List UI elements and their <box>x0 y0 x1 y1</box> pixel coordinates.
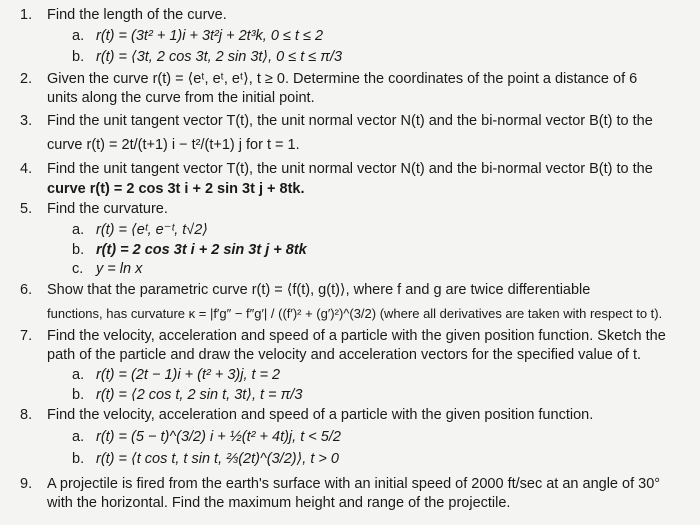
subpart-label: a. <box>72 429 85 445</box>
subpart-text: r(t) = ⟨2 cos t, 2 sin t, 3t⟩, t = π/3 <box>96 387 303 403</box>
subpart-label: b. <box>72 451 85 467</box>
subpart-label: a. <box>72 222 85 238</box>
subpart-label: b. <box>72 387 85 403</box>
problem-text: Find the velocity, acceleration and speed of a particle with the given position function. <box>47 407 594 423</box>
subpart-text: r(t) = ⟨t cos t, t sin t, ⅔(2t)^(3/2)⟩, t > 0 <box>96 451 339 467</box>
subpart-label: b. <box>72 242 85 258</box>
problem-text: Find the unit tangent vector T(t), the unit normal vector N(t) and the bi-normal vector B(t) to the <box>47 113 653 129</box>
subpart-text: r(t) = ⟨3t, 2 cos 3t, 2 sin 3t⟩, 0 ≤ t ≤ π/3 <box>96 49 343 65</box>
problem-text: curve r(t) = 2 cos 3t i + 2 sin 3t j + 8tk. <box>47 181 305 197</box>
subpart-label: a. <box>72 367 85 383</box>
subpart-text: r(t) = 2 cos 3t i + 2 sin 3t j + 8tk <box>96 242 307 258</box>
subpart-label: c. <box>72 261 84 277</box>
problem-text: A projectile is fired from the earth's surface with an initial speed of 2000 ft/sec at an angle of 30° <box>47 476 661 492</box>
problem-text: Find the length of the curve. <box>47 7 227 23</box>
subpart-text: r(t) = (3t² + 1)i + 3t²j + 2t³k, 0 ≤ t ≤ 2 <box>96 28 324 44</box>
problem-number: 1. <box>20 7 33 23</box>
problem-number: 2. <box>20 71 33 87</box>
subpart-text: r(t) = ⟨eᵗ, e⁻ᵗ, t√2⟩ <box>96 222 208 238</box>
problem-text: Find the curvature. <box>47 201 168 217</box>
problem-text: Find the velocity, acceleration and speed of a particle with the given position function. Sketch the <box>47 328 666 344</box>
subpart-label: a. <box>72 28 85 44</box>
problem-text: with the horizontal. Find the maximum height and range of the projectile. <box>47 495 511 511</box>
problem-text: Find the unit tangent vector T(t), the unit normal vector N(t) and the bi-normal vector B(t) to the <box>47 161 653 177</box>
subpart-text: r(t) = (5 − t)^(3/2) i + ½(t² + 4t)j, t < 5/2 <box>96 429 341 445</box>
subpart-label: b. <box>72 49 85 65</box>
problem-number: 9. <box>20 476 33 492</box>
problem-text: units along the curve from the initial point. <box>47 90 315 106</box>
problem-number: 6. <box>20 282 33 298</box>
problem-text: functions, has curvature κ = |f′g″ − f″g′| / ((f′)² + (g′)²)^(3/2) (where all derivatives are taken with respect to t). <box>47 306 663 321</box>
problem-number: 5. <box>20 201 33 217</box>
subpart-text: r(t) = (2t − 1)i + (t² + 3)j, t = 2 <box>96 367 281 383</box>
problem-number: 3. <box>20 113 33 129</box>
problem-text: path of the particle and draw the velocity and acceleration vectors for the specified value of t. <box>47 347 642 363</box>
problem-text: Given the curve r(t) = ⟨eᵗ, eᵗ, eᵗ⟩, t ≥ 0. Determine the coordinates of the point a distance of 6 <box>47 71 638 87</box>
problem-number: 8. <box>20 407 33 423</box>
subpart-text: y = ln x <box>96 261 143 277</box>
problem-text: curve r(t) = 2t/(t+1) i − t²/(t+1) j for t = 1. <box>47 137 300 153</box>
problem-number: 4. <box>20 161 33 177</box>
problem-text: Show that the parametric curve r(t) = ⟨f(t), g(t)⟩, where f and g are twice differentiable <box>47 282 591 298</box>
problem-number: 7. <box>20 328 33 344</box>
